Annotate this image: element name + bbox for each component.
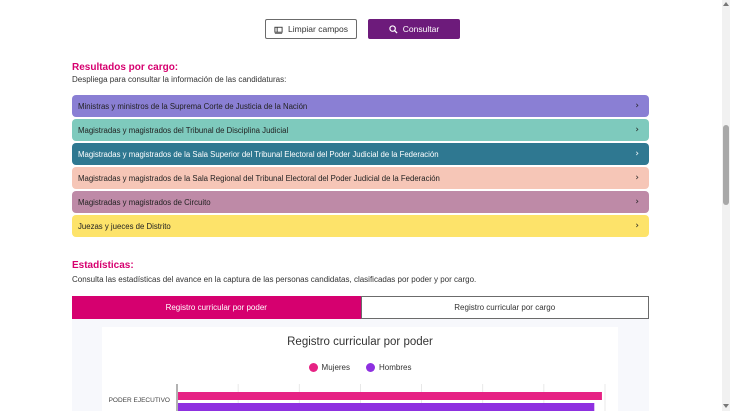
action-buttons	[265, 19, 460, 39]
accordion-item-label: Ministras y ministros de la Suprema Corte de Justicia de la Nación	[78, 101, 308, 111]
accordion-item[interactable]	[72, 215, 649, 237]
category-label: PODER EJECUTIVO	[108, 397, 170, 404]
scroll-up-arrow-icon[interactable]	[723, 2, 729, 6]
stats-title: Estadísticas:	[72, 260, 134, 271]
stats-description: Consulta las estadísticas del avance en la captura de las personas candidatas, clasificadas por poder y por cargo.	[72, 275, 477, 284]
chevron-right-icon: ›	[635, 173, 639, 183]
chart-card	[102, 327, 618, 411]
accordion-item-label: Magistradas y magistrados de la Sala Superior del Tribunal Electoral del Poder Judicial de la Federación	[78, 149, 439, 159]
stats-tabs	[72, 296, 649, 319]
accordion-item-label: Magistradas y magistrados del Tribunal de Disciplina Judicial	[78, 125, 289, 135]
legend-label-mujeres: Mujeres	[321, 363, 350, 372]
chart-plot	[102, 327, 618, 411]
eraser-icon	[274, 25, 283, 34]
positions-accordion	[72, 95, 649, 239]
results-title: Resultados por cargo:	[72, 62, 179, 73]
accordion-item-label: Magistradas y magistrados de Circuito	[78, 197, 211, 207]
search-label: Consultar	[402, 24, 440, 34]
search-icon	[389, 25, 398, 34]
accordion-item[interactable]	[72, 167, 649, 189]
scroll-down-arrow-icon[interactable]	[723, 404, 729, 408]
tab-by-position[interactable]: Registro curricular por cargo	[361, 296, 650, 319]
search-button[interactable]	[368, 19, 460, 39]
accordion-item[interactable]	[72, 95, 649, 117]
accordion-item-label: Magistradas y magistrados de la Sala Regional del Tribunal Electoral del Poder Judicial de la Federación	[78, 173, 440, 183]
accordion-item[interactable]	[72, 143, 649, 165]
bar-mujeres[interactable]	[178, 392, 602, 400]
scrollbar-thumb[interactable]	[723, 125, 729, 205]
tab-by-power[interactable]: Registro curricular por poder	[72, 296, 361, 319]
chevron-right-icon: ›	[635, 197, 639, 207]
scrollbar[interactable]	[722, 0, 730, 411]
chart-title: Registro curricular por poder	[287, 336, 433, 348]
chart-panel	[72, 319, 649, 411]
accordion-item[interactable]	[72, 191, 649, 213]
clear-fields-label: Limpiar campos	[288, 24, 348, 34]
chevron-right-icon: ›	[635, 101, 639, 111]
accordion-item-label: Juezas y jueces de Distrito	[78, 221, 171, 231]
accordion-item[interactable]	[72, 119, 649, 141]
chevron-right-icon: ›	[635, 221, 639, 231]
chevron-right-icon: ›	[635, 125, 639, 135]
bar-hombres[interactable]	[178, 403, 594, 411]
chevron-right-icon: ›	[635, 149, 639, 159]
results-description: Despliega para consultar la información de las candidaturas:	[72, 75, 287, 84]
clear-fields-button[interactable]	[265, 19, 357, 39]
legend-label-hombres: Hombres	[379, 363, 412, 372]
